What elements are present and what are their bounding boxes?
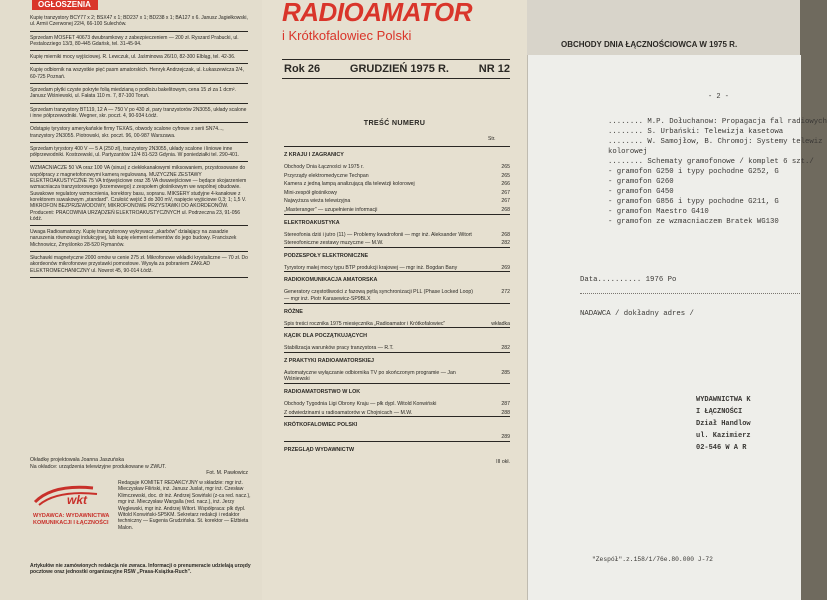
- order-line: - gramofon G856 i typy pochodne G211, G: [608, 198, 779, 206]
- table-of-contents: [284, 146, 510, 465]
- toc-entry: [284, 457, 510, 466]
- magazine-logo: RADIOAMATOR: [282, 0, 472, 27]
- toc-entry-title: Mini-zespół głośnikowy: [284, 189, 338, 196]
- order-line: - gramofon Maestro G410: [608, 208, 709, 216]
- toc-entry: [284, 287, 510, 302]
- ads-column: [30, 12, 248, 278]
- toc-entry: [284, 162, 510, 171]
- toc-entry-page: 267: [501, 198, 510, 205]
- book-heading: OBCHODY DNIA ŁĄCZNOŚCIOWCA W 1975 R.: [561, 40, 738, 49]
- toc-entry-page: 288: [501, 409, 510, 416]
- ad-item: Słuchawki magnetyczne 2000 omów w cenie 275 zł. Mikrofonowe wkładki krystaliczne — 70 zł. Do akordeonów mikrofonowe przystawki pomostowe. Wysyła za pobraniem ZAKŁAD ELEKTROMECHANICZNY ul. Nowrot 45, 90-014 Łódź.: [30, 252, 248, 278]
- ad-item: Kupię mierniki mocy wyjściowej. R. Lewczuk, ul. Jaśminowa 26/10, 82-300 Elbląg, tel. 42-36.: [30, 51, 248, 64]
- contents-page: [262, 0, 527, 600]
- toc-entry-title: Stereofoniczne zestawy muzyczne — M.W.: [284, 240, 384, 247]
- toc-entry: [284, 171, 510, 180]
- toc-entry: [284, 263, 510, 272]
- page-column-label: Str.: [488, 136, 496, 142]
- toc-entry-title: Obchody Dnia Łączności w 1975 r.: [284, 164, 364, 170]
- toc-entry: [284, 238, 510, 247]
- toc-section-title: Z KRAJU I ZAGRANICY: [284, 146, 510, 162]
- toc-entry: [284, 205, 510, 214]
- toc-entry: [284, 230, 510, 239]
- toc-entry-title: „Masteranger” — uzupełnienie informacji: [284, 206, 378, 213]
- toc-entry: [284, 179, 510, 188]
- order-line: - gramofon G250 i typy pochodne G252, G: [608, 168, 779, 176]
- toc-entry-page: 265: [501, 164, 510, 170]
- ads-page: [0, 0, 263, 600]
- toc-entry-page: 269: [501, 264, 510, 271]
- book-page-top: [527, 0, 800, 55]
- toc-section-title: RADIOKOMUNIKACJA AMATORSKA: [284, 271, 510, 287]
- ad-item: Odstąpię tyrystory amerykańskie firmy TEXAS, obwody scalone cyfrowe z serii SN74..., tranzystory 2N3055. Piotrowski, skr. poczt. 96, 00-987 Warszawa.: [30, 123, 248, 143]
- publisher-name: WYDAWCA: WYDAWNICTWA KOMUNIKACJI I ŁĄCZNOŚCI: [33, 513, 110, 526]
- toc-entry-page: III okł.: [496, 458, 510, 465]
- address-line: ul. Kazimierz: [696, 432, 751, 440]
- toc-title: TREŚĆ NUMERU: [363, 118, 426, 127]
- toc-section-title: ELEKTROAKUSTYKA: [284, 214, 510, 230]
- toc-entry: [284, 188, 510, 197]
- toc-entry: [284, 319, 510, 328]
- magazine-subtitle: i Krótkofalowiec Polski: [282, 28, 412, 43]
- toc-section-title: KĄCIK DLA POCZĄTKUJĄCYCH: [284, 327, 510, 343]
- toc-entry: [284, 368, 510, 383]
- ad-item: Kupię tranzystory BCY77 x 2; BSX47 x 1; BD237 x 1; BD238 x 1; BA127 x 6. Janusz Jagiełkowski, ul. Armii Czerwonej 22/4, 66-100 Sulechów.: [30, 12, 248, 32]
- divider: [282, 59, 510, 60]
- publisher-block: [33, 482, 115, 552]
- ad-item: WZMACNIACZE 50 VA oraz 100 VA (sinus) z ciekłokanałowymi miksowaniem, przystosowane do współpracy z magnetofonowymi kamerą regulowaną. MUZYCZNE ZESTAWY ELEKTROAKUSTYCZNE 75 VA trójwejściowe oraz 35 VA dwuwejściowe — będące skojarzeniem wzmacniacza tranzystorowego (krzemowego) z zespołem głośnikowym we wspólnej obudowie. Suwakowe regulatory wzmocnienia, korektory basu, sopranu. MIKSERY studyjne 4-kanałowe z korektorem suwakowym „standard”. Czułość wejść 3 do 300 mV, napięcie wyjściowe 0,3; 1; 1,5 V. MIKROFON BEZPRZEWODOWY, MIKROFONOWE PRZYSTAWKI DO AKORDEONÓW. Producent: PRACOWNIA URZĄDZEŃ ELEKTROAKUSTYCZNYCH ul. Podrzeczna 23, 91-056 Łódź.: [30, 162, 248, 226]
- toc-section-title: Z PRAKTYKI RADIOAMATORSKIEJ: [284, 352, 510, 368]
- toc-section-title: RÓŻNE: [284, 303, 510, 319]
- toc-entry-title: Z odwiedzinami u radioamatorów w Chojnicach — M.W.: [284, 409, 413, 416]
- toc-entry: [284, 399, 510, 408]
- recipient-address: [696, 394, 806, 454]
- toc-entry-page: 266: [501, 181, 510, 188]
- toc-entry-page: 268: [501, 231, 510, 238]
- toc-entry-page: wkładka: [491, 320, 510, 327]
- sender-label: NADAWCA / dokładny adres /: [580, 310, 694, 318]
- editorial-board: Redaguje KOMITET REDAKCYJNY w składzie: mgr inż. Mieczysław Filiński, inż. Janusz Juslat, mgr inż. Czesław Klimczewski, doc. dr inż. Andrzej Sowiński (z-ca red. nacz.), mgr inż. Mieczysław Wargalla (red. nacz.), inż. Jerzy Węglewski, mgr inż. Andrzej Witort. Współpraca: plk dypl. Witold Konwiński-SP5KM. Sekretarz redakcji i redaktor techniczny — Eugenia Grudzińska. St. korektor — Elżbieta Malon.: [118, 480, 251, 531]
- wkt-logo-icon: [33, 482, 103, 508]
- cover-credits: [30, 457, 248, 477]
- address-line: WYDAWNICTWA K: [696, 396, 751, 404]
- ad-item: Sprzedam tranzystory BT119, 12 A — 750 V po 430 zł, pary tranzystorów 2N3055, układy scalone i inne półprzewodniki. Wegner, skr. poczt. 4, 90-934 Łódź.: [30, 104, 248, 124]
- subscription-note: Artykułów nie zamówionych redakcja nie zwraca. Informacji o prenumeracie udzielają urzędy pocztowe oraz jednostki organizacyjne RSW „Prasa-Książka-Ruch”.: [30, 563, 251, 576]
- address-line: I ŁĄCZNOŚCI: [696, 408, 743, 416]
- issue-year: Rok 26: [284, 63, 321, 75]
- divider: [282, 78, 510, 79]
- issue-line: [284, 61, 510, 77]
- toc-entry-page: 282: [501, 240, 510, 247]
- toc-section-title: PODZESPOŁY ELEKTRONICZNE: [284, 247, 510, 263]
- order-line: - gramofon G260: [608, 178, 674, 186]
- toc-section-title: PRZEGLĄD WYDAWNICTW: [284, 441, 510, 457]
- ad-item: Sprzedam płytki czyste pokryte folią miedzianą o podłożu bakelitowym, cena 15 zł za 1 dcm². Janusz Wiśniewski, ul. Fałata 110 m. 7, 87-100 Toruń.: [30, 84, 248, 104]
- ads-banner: OGŁOSZENIA: [32, 0, 98, 10]
- toc-entry-title: Stereofonia dziś i jutro (11) — Problemy kwadrofonii — mgr inż. Aleksander Witort: [284, 231, 472, 238]
- toc-entry-page: 267: [501, 189, 510, 196]
- wkt-logo-text: wkt: [67, 493, 88, 507]
- order-line: kolorowej: [608, 148, 648, 156]
- toc-entry-title: Spis treści rocznika 1975 miesięcznika „Radioamator i Krótkofalowiec”: [284, 320, 446, 327]
- order-form-page: [527, 55, 827, 600]
- ad-item: Uwaga Radioamatorzy. Kupię tranzystorowy wykrywacz „skarbów” działający na zasadzie naruszenia równowagi indukcyjnej, lub kupię element elementów do jego budowy. Franciszek Michnowicz, Zmyślonko 28-520 Rymanów.: [30, 226, 248, 252]
- toc-entry-page: 265: [501, 172, 510, 179]
- toc-entry-title: Najwyższa wieża telewizyjna: [284, 198, 351, 205]
- toc-entry-title: Stabilizacja warunków pracy tranzystora — R.T.: [284, 345, 394, 352]
- ad-item: Sprzedam tyrystory 400 V — 5 A (250 zł), tranzystory 2N3055, układy scalone i liniowe inne półprzewodniki. Kostrzewski, ul. Partyzantów 12/4 81-523 Gdynia. W poniedziałki tel. 290-401.: [30, 143, 248, 163]
- order-lines: [608, 117, 827, 227]
- toc-entry: [284, 408, 510, 417]
- toc-entry-title: [284, 459, 484, 466]
- toc-entry: [284, 196, 510, 205]
- dotted-divider: [580, 293, 800, 294]
- toc-entry-page: 272: [501, 289, 510, 296]
- toc-section-title: KRÓTKOFALOWIEC POLSKI: [284, 416, 510, 432]
- toc-entry-page: 285: [501, 369, 510, 376]
- address-line: 02-546 W A R: [696, 444, 747, 452]
- toc-entry-title: Automatyczne wyłączanie odbiornika TV po skończonym programie — Jan Wiśniewski: [284, 369, 456, 383]
- address-line: Dział Handlow: [696, 420, 751, 428]
- order-line: ........ S. Urbański: Telewizja kasetowa: [608, 128, 784, 136]
- order-line: ........ W. Samojłow, B. Chromoj: Systemy telewiz: [608, 138, 823, 146]
- toc-entry-page: 287: [501, 400, 510, 407]
- toc-entry-title: Tyrystory małej mocy typu BTP produkcji krajowej — mgr inż. Bogdan Bany: [284, 264, 458, 271]
- order-line: - gramofon ze wzmacniaczem Bratek WG130: [608, 218, 779, 226]
- toc-entry-page: 268: [501, 206, 510, 213]
- print-footer: "Zespół".z.158/1/76e.80.000 J-72: [592, 556, 713, 563]
- ad-item: Kupię odbiornik na wszystkie pięć pasm amatorskich. Henryk Andrzejczak, ul. Łukaszewicza 2/4, 60-725 Poznań.: [30, 64, 248, 84]
- toc-entry-title: Kamera z jedną lampą analizującą dla telewizji kolorowej: [284, 181, 415, 188]
- ad-item: Sprzedam MOSFET 40673 dwubramkowy z zabezpieczeniem — 200 zł. Ryszard Prabucki, ul. Pestalozziego 13/3, 80-445 Gdańsk, tel. 31-45-94.: [30, 32, 248, 52]
- issue-month: GRUDZIEŃ 1975 R.: [349, 63, 449, 75]
- toc-entry: [284, 432, 510, 441]
- toc-entry-title: [284, 434, 484, 441]
- order-line: ........ Schematy gramofonowe / komplet 6 szt./: [608, 158, 814, 166]
- toc-entry-page: 289: [501, 434, 510, 441]
- order-line: ........ M.P. Dołuchanow: Propagacja fal radiowych: [608, 118, 827, 126]
- order-line: - gramofon G450: [608, 188, 674, 196]
- issue-number: NR 12: [478, 63, 510, 75]
- page-marker: - 2 -: [708, 93, 730, 101]
- photo-credit: Fot. M. Pawłowicz: [206, 470, 248, 476]
- cover-caption: Na okładce: urządzenia telewizyjne produkowane w ZWUT.: [30, 463, 167, 470]
- toc-entry-title: Przyrządy elektromedyczne Techpan: [284, 172, 369, 179]
- toc-section-title: RADIOAMATORSTWO W LOK: [284, 383, 510, 399]
- date-line: Data.......... 1976 Po: [580, 276, 677, 284]
- toc-entry-page: 282: [501, 345, 510, 352]
- toc-entry-title: Generatory częstotliwości z fazową pętlą synchronizacji PLL (Phase Locked Loop) — mgr inż. Piotr Karasewicz-SP9BLX: [284, 289, 473, 302]
- toc-entry: [284, 343, 510, 352]
- toc-entry-title: Obchody Tygodnia Ligi Obrony Kraju — płk dypl. Witold Konwiński: [284, 400, 437, 407]
- cover-designer: Okładkę projektowała Joanna Jaszuńska: [30, 457, 125, 463]
